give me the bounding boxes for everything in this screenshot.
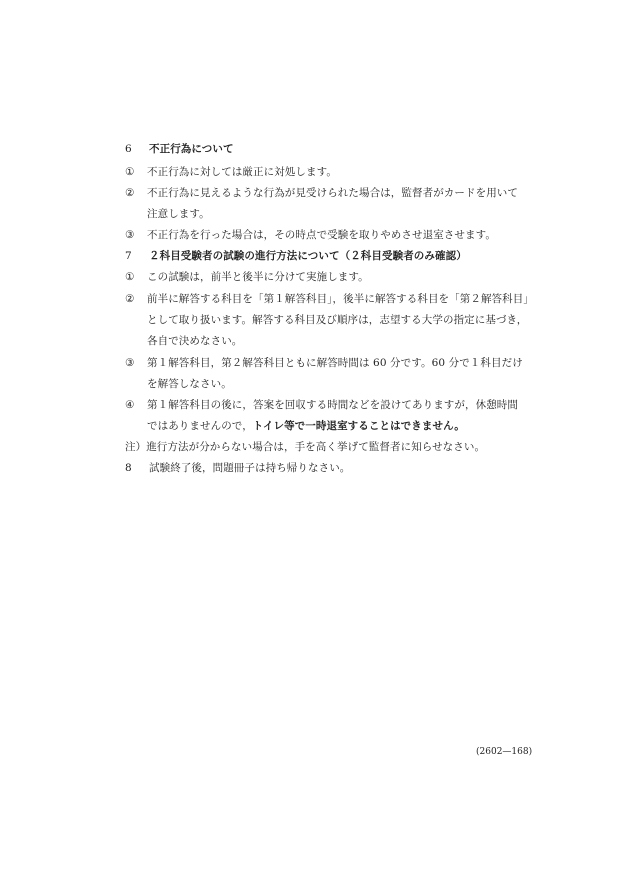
item-text: この試験は，前半と後半に分けて実施します。	[147, 271, 369, 283]
item-text: 第１解答科目の後に，答案を回収する時間などを設けてありますが，休憩時間	[147, 399, 518, 411]
item-text: 不正行為に対しては厳正に対処します。	[147, 166, 337, 178]
item-text-normal: ではありませんので，	[147, 420, 253, 432]
item-text-continued: を解答しなさい。	[147, 378, 232, 390]
item-text: 不正行為に見えるような行為が見受けられた場合は，監督者がカードを用いて	[147, 187, 518, 199]
list-item	[125, 186, 518, 200]
list-item	[125, 292, 534, 306]
item-text: 第１解答科目，第２解答科目ともに解答時間は 60 分です。60 分で１科目だけ	[147, 357, 523, 369]
section-title: 不正行為について	[149, 143, 234, 155]
item-text-continued: 各自で決めなさい。	[147, 335, 243, 347]
list-item	[125, 270, 369, 284]
item-marker: ④	[125, 399, 135, 411]
item-text-continued	[147, 419, 465, 433]
section-number: 6	[125, 143, 132, 155]
section-number: 7	[125, 250, 132, 262]
note: 注）進行方法が分からない場合は，手を高く挙げて監督者に知らせなさい。	[125, 441, 486, 453]
list-item	[125, 356, 523, 370]
section-title: ２科目受験者の試験の進行方法について（２科目受験者のみ確認）	[149, 250, 467, 262]
section-7-heading	[125, 249, 467, 263]
section-number: 8	[125, 462, 132, 474]
list-item	[125, 228, 496, 242]
item-marker: ①	[125, 166, 135, 178]
list-item	[125, 165, 337, 179]
item-marker: ③	[125, 357, 135, 369]
item-text: 前半に解答する科目を「第１解答科目」，後半に解答する科目を「第２解答科目」	[147, 293, 534, 305]
page-code: (2602—168)	[476, 747, 533, 757]
section-text: 試験終了後，問題冊子は持ち帰りなさい。	[149, 462, 351, 474]
item-marker: ②	[125, 293, 135, 305]
item-text-continued: 注意します。	[147, 208, 210, 220]
list-item	[125, 398, 518, 412]
item-text: 不正行為を行った場合は，その時点で受験を取りやめさせ退室させます。	[147, 229, 496, 241]
item-text-emphasis: トイレ等で一時退室することはできません。	[252, 420, 465, 432]
section-8	[125, 461, 350, 475]
item-marker: ②	[125, 187, 135, 199]
item-marker: ①	[125, 271, 135, 283]
section-6-heading	[125, 142, 234, 156]
item-text-continued: として取り扱います。解答する科目及び順序は，志望する大学の指定に基づき，	[147, 314, 528, 326]
item-marker: ③	[125, 229, 135, 241]
